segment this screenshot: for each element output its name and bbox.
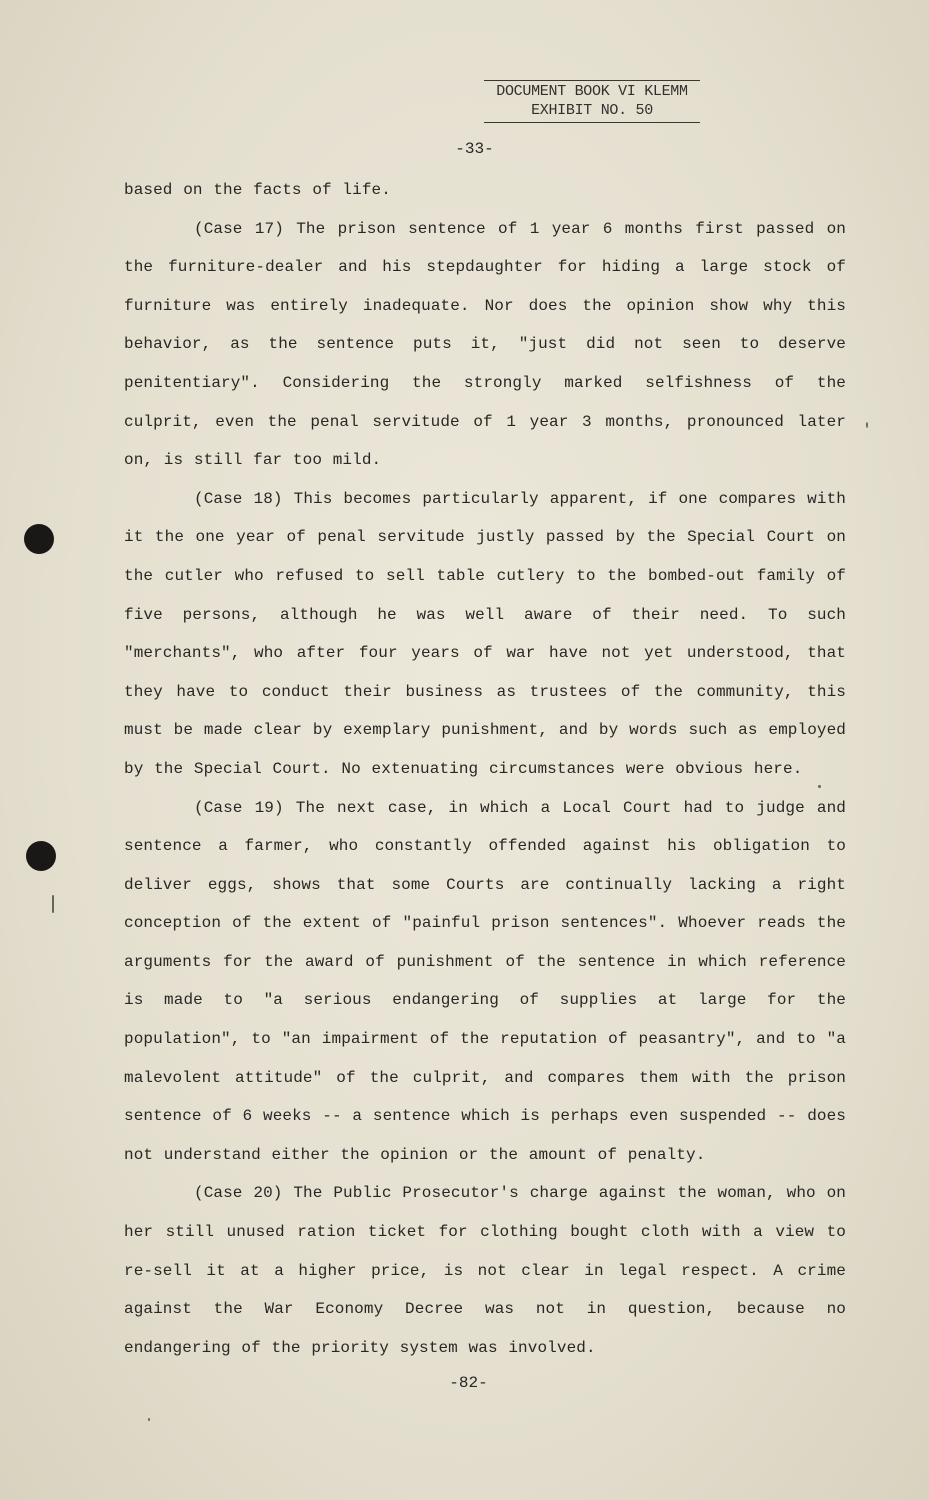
page-number-bottom: -82- bbox=[449, 1374, 488, 1392]
page-number-top: -33- bbox=[455, 140, 494, 158]
paragraph-case-17: (Case 17) The prison sentence of 1 year 6 months first passed on the furniture-dealer and his stepdaughter for hiding a large stock of furniture was entirely inadequate. Nor does the opinion show why this behavior, as the sentence puts it, "just did not seen to deserve penitentiary". Considering the strongly marked selfishness of the culprit, even the penal servitude of 1 year 3 months, pronounced later on, is still far too mild. bbox=[124, 219, 846, 470]
paper-mark bbox=[52, 895, 54, 913]
punch-hole bbox=[26, 841, 56, 871]
paragraph-case-19: (Case 19) The next case, in which a Local Court had to judge and sentence a farmer, who constantly offended against his obligation to deliver eggs, shows that some Courts are continually lacking a right conception of the extent of "painful prison sentences". Whoever reads the arguments for the award of punishment of the sentence in which reference is made to "a serious endangering of supplies at large for the population", to "an impairment of the reputation of peasantry", and to "a malevolent attitude" of the culprit, and compares them with the prison sentence of 6 weeks -- a sentence which is perhaps even suspended -- does not understand either the opinion or the amount of penalty. bbox=[124, 798, 846, 1164]
paper-speck bbox=[818, 785, 821, 788]
header-exhibit-number: EXHIBIT NO. 50 bbox=[484, 101, 700, 123]
body-text bbox=[124, 171, 846, 1367]
paper-speck bbox=[866, 422, 868, 428]
document-header bbox=[484, 80, 700, 123]
paragraph-continuation: based on the facts of life. bbox=[124, 181, 391, 199]
paper-speck bbox=[148, 1418, 150, 1421]
punch-hole bbox=[24, 524, 54, 554]
paragraph-case-18: (Case 18) This becomes particularly apparent, if one compares with it the one year of penal servitude justly passed by the Special Court on the cutler who refused to sell table cutlery to the bombed-out family of five persons, although he was well aware of their need. To such "merchants", who after four years of war have not yet understood, that they have to conduct their business as trustees of the community, this must be made clear by exemplary punishment, and by words such as employed by the Special Court. No extenuating circumstances were obvious here. bbox=[124, 489, 846, 778]
paragraph-case-20: (Case 20) The Public Prosecutor's charge against the woman, who on her still unused ration ticket for clothing bought cloth with a view to re-sell it at a higher price, is not clear in legal respect. A crime against the War Economy Decree was not in question, because no endangering of the priority system was involved. bbox=[124, 1184, 846, 1357]
header-document-book: DOCUMENT BOOK VI KLEMM bbox=[484, 80, 700, 101]
